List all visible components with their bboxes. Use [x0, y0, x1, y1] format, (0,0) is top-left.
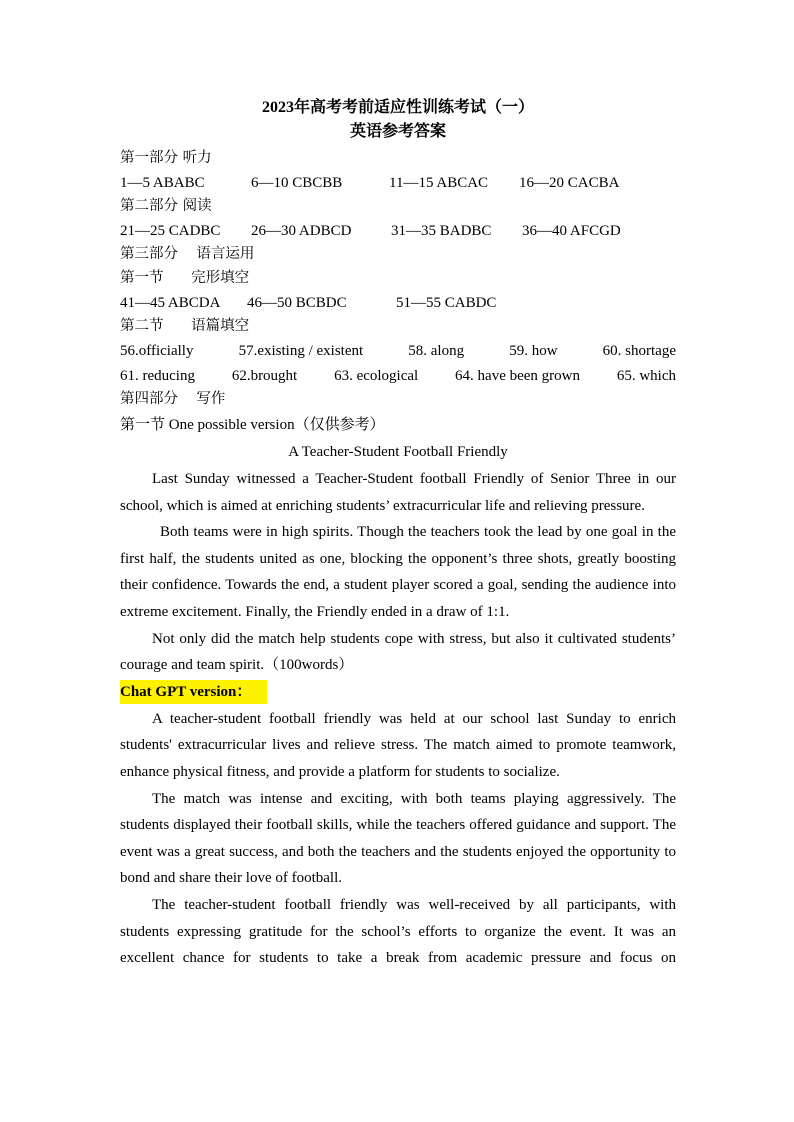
fill-answer: 61. reducing — [120, 368, 195, 384]
part3-section1-answers — [120, 291, 676, 315]
page-subtitle: 英语参考答案 — [349, 123, 446, 140]
chatgpt-label-wrap — [120, 679, 676, 706]
fill-answers-row1 — [120, 339, 676, 364]
answer-group: 31—35 BADBC — [391, 223, 492, 239]
fill-answer: 65. which — [616, 368, 676, 384]
answer-group: 26—30 ADBCD — [251, 223, 352, 239]
answer-group: 21—25 CADBC — [120, 223, 221, 239]
part2-answers — [120, 219, 676, 243]
chatgpt-paragraph: A teacher-student football friendly was held at our school last Sunday to enrich students' extracurricular lives and relieve stress. The match aimed to promote teamwork, enhance physical fitness, and provide a platform for students to socialize. — [120, 710, 676, 780]
essay-paragraph: Both teams were in high spirits. Though the teachers took the lead by one goal in the first half, the students united as one, blocking the opponent’s three shots, greatly boosting their confidence. Towards the end, a student player scored a goal, sending the audience into extreme excitement. Finally, the Friendly ended in a draw of 1:1. — [120, 524, 676, 620]
part3-section2-heading: 第二节 语篇填空 — [120, 318, 250, 334]
answer-group: 41—45 ABCDA — [120, 295, 221, 311]
fill-answer: 57.existing / existent — [238, 343, 364, 359]
part1-heading: 第一部分 听力 — [120, 150, 212, 166]
part1-answers — [120, 171, 676, 195]
part4-section1-heading: 第一节 One possible version（仅供参考） — [120, 417, 385, 433]
fill-answer: 58. along — [408, 343, 465, 359]
answer-group: 51—55 CABDC — [396, 295, 497, 311]
fill-answer: 64. have been grown — [455, 368, 580, 384]
part3-section1-heading: 第一节 完形填空 — [120, 270, 250, 286]
answer-group: 11—15 ABCAC — [389, 175, 489, 191]
page-title: 2023年高考考前适应性训练考试（一） — [261, 99, 534, 116]
answer-group: 6—10 CBCBB — [251, 175, 343, 191]
answer-group: 16—20 CACBA — [519, 175, 620, 191]
chatgpt-version-label: Chat GPT version： — [120, 680, 267, 704]
fill-answer: 56.officially — [120, 343, 194, 359]
fill-answer: 60. shortage — [602, 343, 676, 359]
essay-title: A Teacher-Student Football Friendly — [288, 444, 508, 460]
answer-group: 46—50 BCBDC — [247, 295, 347, 311]
fill-answer: 59. how — [509, 343, 558, 359]
answer-sheet — [120, 96, 676, 972]
fill-answer: 63. ecological — [334, 368, 419, 384]
chatgpt-paragraph: The match was intense and exciting, with both teams playing aggressively. The students displayed their football skills, while the teachers offered guidance and support. The event was a great success, and both the teachers and the students enjoyed the opportunity to bond and share their love of football. — [120, 790, 676, 887]
essay-paragraph: Not only did the match help students cope with stress, but also it cultivated students’ courage and team spirit.（100words） — [120, 630, 676, 674]
chatgpt-paragraph: The teacher-student football friendly was well-received by all participants, with students expressing gratitude for the school’s efforts to organize the event. It was an excellent chance for students to take a break from academic pressure and focus on — [120, 896, 676, 967]
part4-heading: 第四部分 写作 — [120, 391, 226, 407]
fill-answer: 62.brought — [231, 368, 298, 384]
fill-answers-row2 — [120, 364, 676, 388]
answer-group: 36—40 AFCGD — [522, 223, 621, 239]
essay-paragraph: Last Sunday witnessed a Teacher-Student football Friendly of Senior Three in our school, which is aimed at enriching students’ extracurricular life and relieving pressure. — [120, 471, 676, 514]
answer-group: 1—5 ABABC — [120, 175, 205, 191]
part2-heading: 第二部分 阅读 — [120, 198, 212, 214]
part3-heading: 第三部分 语言运用 — [120, 246, 255, 262]
